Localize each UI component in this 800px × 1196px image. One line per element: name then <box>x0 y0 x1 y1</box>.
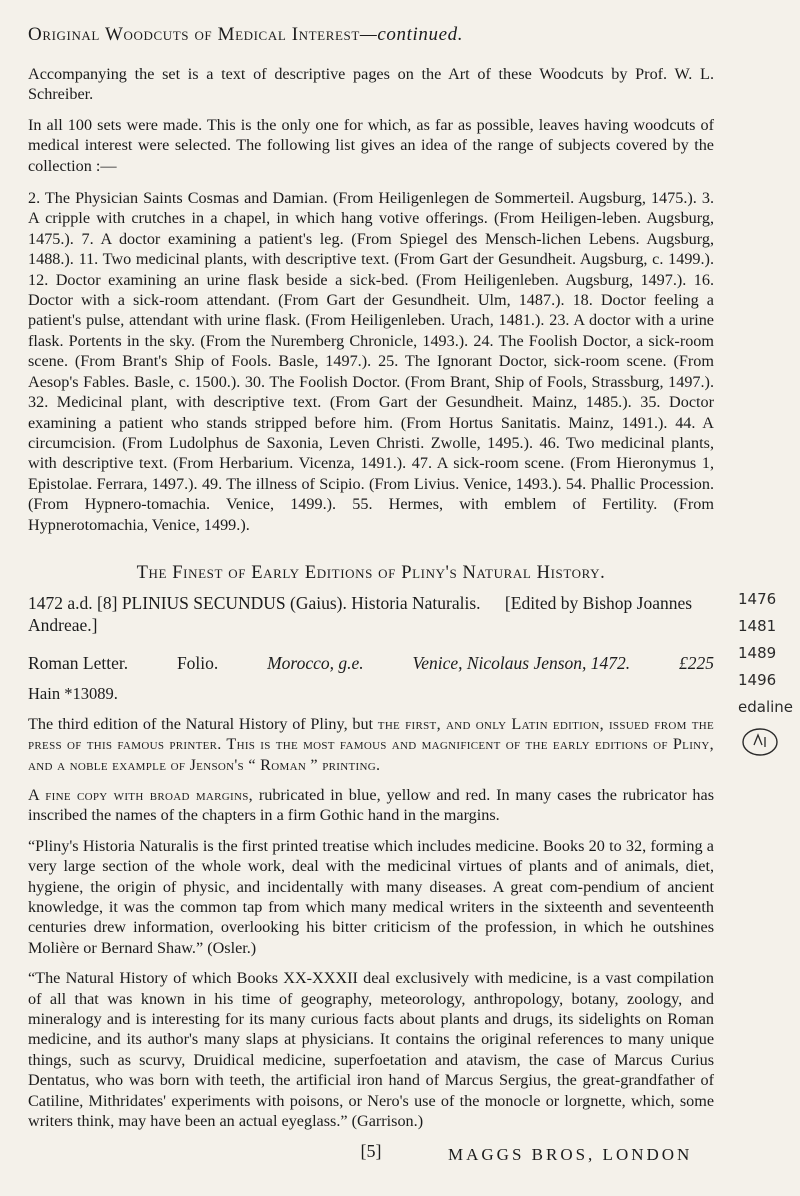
intro-paragraph-1: Accompanying the set is a text of descriptive pages on the Art of these Woodcuts by Prof. W. L. Schreiber. <box>28 65 714 104</box>
entry-author: PLINIUS SECUNDUS (Gaius). <box>121 592 347 613</box>
description-p2-smallcaps: A fine copy with broad margins, <box>28 785 254 804</box>
description-paragraph-1 <box>28 714 714 775</box>
running-head <box>28 24 714 46</box>
description-p1-start: The third edition of the Natural History of Pliny, but <box>28 714 374 733</box>
entry-title: Historia Naturalis. <box>351 592 481 613</box>
woodcut-list: 2. The Physician Saints Cosmas and Damian. (From Heiligenlegen de Sommerteil. Augsburg, 1475.). 3. A cripple with crutches in a chapel, in which hang votive offerings. (From Heiligen-leben. Augsburg, 1475.). 7. A doctor examining a patient's leg. (From Spiegel des Mensch-lichen Lebens. Augsburg, 1488.). 11. Two medicinal plants, with descriptive text. (From Gart der Gesundheit. Augsburg, c. 1499.). 12. Doctor examining an urine flask beside a sick-bed. (From Heiligenleben. Augsburg, 1497.). 16. Doctor with a sick-room attendant. (From Gart der Gesundheit. Ulm, 1487.). 18. Doctor feeling a patient's pulse, attendant with urine flask. (From Heiligenleben. Urach, 1481.). 23. A doctor with a urine flask. Portents in the sky. (From the Nuremberg Chronicle, 1493.). 24. The Foolish Doctor, a sick-room scene. (From Brant's Ship of Fools. Basle, 1497.). 25. The Ignorant Doctor, sick-room scene. (From Aesop's Fables. Basle, c. 1500.). 30. The Foolish Doctor. (From Brant, Ship of Fools, Strassburg, 1497.). 32. Medicinal plant, with descriptive text. (From Gart der Gesundheit. Mainz, 1485.). 35. Doctor examining a patient who stands stripped before him. (From Hortus Sanitatis. Mainz, 1491.). 44. A circumcision. (From Ludolphus de Saxonia, Leven Christi. Zwolle, 1495.). 46. Two medicinal plants, with descriptive text. (From Herbarium. Vicenza, 1491.). 47. A sick-room scene. (From Hieronymus 1, Epistolae. Ferrara, 1497.). 49. The illness of Scipio. (From Livius. Venice, 1493.). 54. Phallic Procession. (From Hypnero-tomachia. Venice, 1499.). 55. Hermes, with emblem of Fertility. (From Hypnerotomachia, Venice, 1499.). <box>28 189 714 534</box>
entry-letter: Roman Letter. <box>28 652 129 673</box>
publisher-imprint: MAGGS BROS, LONDON <box>448 1145 693 1164</box>
entry-number: [8] <box>97 592 118 613</box>
entry-format: Folio. <box>176 652 219 673</box>
running-head-continued: —continued. <box>359 24 464 45</box>
margin-note: edaline <box>738 698 794 716</box>
margin-note: 1481 <box>738 617 777 635</box>
entry-imprint: Venice, Nicolaus Jenson, 1472. <box>412 652 631 673</box>
entry-year: 1472 a.d. <box>28 592 93 613</box>
margin-note: 1496 <box>738 671 777 689</box>
description-paragraph-2 <box>28 785 714 826</box>
page-number: [5] <box>360 1141 382 1162</box>
margin-note: 1476 <box>738 590 777 608</box>
entry-binding: Morocco, g.e. <box>267 652 364 673</box>
margin-annotations <box>738 590 798 759</box>
margin-note: 1489 <box>738 644 777 662</box>
entry-price: £225 <box>679 652 714 673</box>
garrison-quote: “The Natural History of which Books XX-XXXII deal exclusively with medicine, is a vast compilation of all that was known in his time of geography, meteorology, anthropology, botany, zoology, and mineralogy and is interesting for its many curious facts about plants and drugs, its sidelights on Roman medicine, and its author's many slaps at physicians. It contains the original references to many unique things, such as scurvy, Druidical medicine, superfoetation and atavism, the case of Marcus Curius Dentatus, who was born with teeth, the artificial iron hand of Marcus Sergius, the great-grandfather of Catiline, Mithridates' experiments with poisons, or Nero's use of the monocle or lorgnette, which, some writers think, may have been an actual eyeglass.” (Garrison.) <box>28 969 714 1131</box>
document-page <box>28 24 714 1162</box>
margin-circle-icon <box>738 725 782 759</box>
hain-reference: Hain *13089. <box>28 683 118 703</box>
description-p2-rest: rubricated in blue, yellow and red. In many cases the rubricator has inscribed the names of the chapters in a firm Gothic hand in the margins. <box>28 785 714 825</box>
section-title: The Finest of Early Editions of Pliny's Natural History. <box>136 562 606 583</box>
entry-editor: [Edited by Bishop Joannes Andreae.] <box>28 592 693 636</box>
osler-quote: “Pliny's Historia Naturalis is the first printed treatise which includes medicine. Books 20 to 32, forming a very large section of the whole work, deal with the medicinal virtues of plants and of animals, diet, hygiene, the origin of physic, and incidentally with many diseases. A great com-pendium of ancient knowledge, it was the common tap from which many medical writers in the sixteenth and seventeenth centuries drew information, overlooking his bitter criticism of the profession, in which he outshines Molière or Bernard Shaw.” (Osler.) <box>28 836 714 957</box>
running-head-title: Original Woodcuts of Medical Interest <box>28 24 360 45</box>
entry-details <box>28 653 714 674</box>
catalogue-entry-heading <box>28 592 714 637</box>
description-p1-smallcaps: the first, and only Latin edition, issued from the press of this famous printer. This is the most famous and magnificent of the early editions of Pliny, and a noble example of Jenson's “ Roman ” printing. <box>28 714 714 774</box>
intro-paragraph-2: In all 100 sets were made. This is the only one for which, as far as possible, leaves having woodcuts of medical interest were selected. The following list gives an idea of the range of subjects covered by the collection :— <box>28 115 714 175</box>
